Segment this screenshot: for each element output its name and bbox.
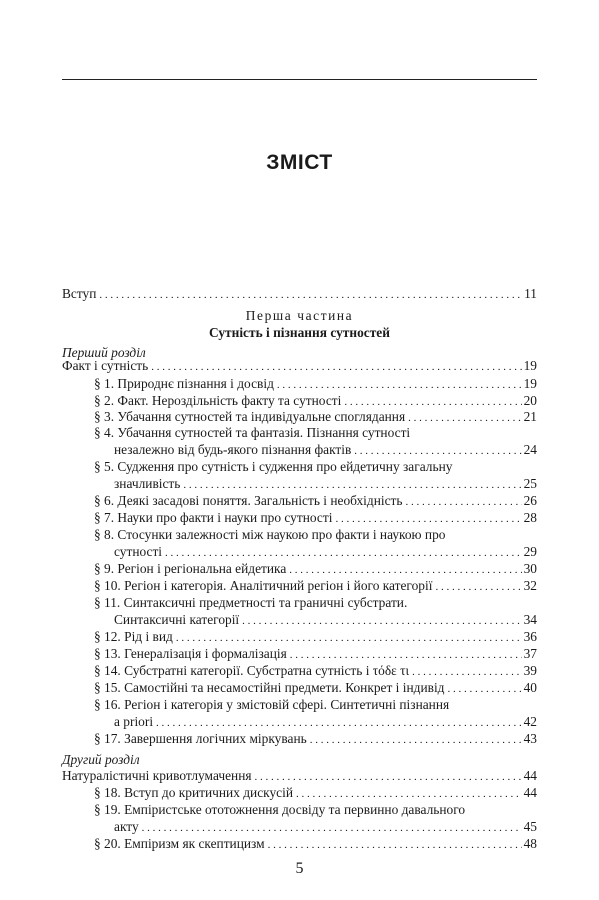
toc-entry-page: 32 [523, 578, 537, 593]
toc-entry-page: 40 [523, 680, 537, 695]
toc-entry[interactable] [94, 375, 537, 392]
toc-entry-label: § 6. Деякі засадові поняття. Загальність і необхідність [94, 493, 403, 508]
toc-entry[interactable] [114, 611, 537, 628]
toc-entry-label: § 12. Рід і вид [94, 629, 173, 644]
toc-entry-page: 48 [523, 836, 537, 851]
toc-entry-label: a priori [114, 714, 154, 729]
toc-entry-label: § 15. Самостійні та несамостійні предмети. Конкрет і індивід [94, 680, 445, 695]
toc-entry-label: Синтаксичні категорії [114, 612, 240, 627]
dot-leader [435, 577, 521, 596]
toc-entry[interactable] [94, 577, 537, 594]
toc-entry-page: 24 [523, 442, 537, 457]
toc-entry-label: § 14. Субстратні категорії. Субстратна сутність і τόδε τι [94, 663, 410, 678]
toc-entry-page: 42 [523, 714, 537, 729]
toc-entry-chapter-1[interactable] [62, 357, 537, 374]
toc-entry-page: 43 [523, 731, 537, 746]
toc-entry-label[interactable]: § 11. Синтаксичні предметності та граничні субстрати. [94, 595, 408, 610]
toc-entry[interactable] [114, 818, 537, 835]
toc-entry-page: 45 [523, 819, 537, 834]
toc-entry[interactable] [94, 492, 537, 509]
toc-entry-page: 44 [523, 785, 537, 800]
toc-entry-label: акту [114, 819, 139, 834]
toc-entry-page: 25 [523, 476, 537, 491]
toc-entry-label: значливість [114, 476, 181, 491]
toc-entry[interactable] [94, 628, 537, 645]
toc-entry-page: 34 [523, 612, 537, 627]
toc-entry-label: незалежно від будь-якого пізнання фактів [114, 442, 352, 457]
toc-entry-label: § 17. Завершення логічних міркувань [94, 731, 307, 746]
top-rule [62, 79, 537, 80]
dot-leader [310, 730, 522, 749]
dot-leader [268, 835, 522, 854]
page-number: 5 [295, 860, 304, 877]
toc-entry-page: 36 [523, 629, 537, 644]
toc-entry[interactable] [94, 645, 537, 662]
toc-entry-label: Факт і сутність [62, 358, 149, 373]
toc-entry-label: § 1. Природнє пізнання і досвід [94, 376, 274, 391]
toc-entry-page: 29 [523, 544, 537, 559]
part-title: Сутність і пізнання сутностей [209, 325, 390, 340]
toc-entry-page: 26 [523, 493, 537, 508]
toc-entry-page: 21 [523, 409, 537, 424]
toc-entry[interactable] [94, 509, 537, 526]
toc-entry-label: § 20. Емпіризм як скептицизм [94, 836, 265, 851]
toc-entry[interactable] [94, 408, 537, 425]
section-label: Другий розділ [62, 752, 140, 767]
toc-entry-label: § 13. Генералізація і формалізація [94, 646, 287, 661]
toc-entry-label: § 2. Факт. Нероздільність факту та сутності [94, 393, 342, 408]
dot-leader [408, 408, 521, 427]
toc-entry-page: 44 [523, 768, 537, 783]
toc-entry[interactable] [94, 662, 537, 679]
toc-entry-page: 37 [523, 646, 537, 661]
toc-entry-page: 28 [523, 510, 537, 525]
toc-entry-label[interactable]: § 19. Емпіристське ототожнення досвіду та первинно давального [94, 802, 466, 817]
toc-entry[interactable] [114, 475, 537, 492]
toc-entry-label[interactable]: § 4. Убачання сутностей та фантазія. Пізнання сутності [94, 425, 411, 440]
toc-entry-label[interactable]: § 8. Стосунки залежності між наукою про факти і наукою про [94, 527, 446, 542]
toc-entry-label: § 3. Убачання сутностей та індивідуальне споглядання [94, 409, 406, 424]
toc-entry-label: § 7. Науки про факти і науки про сутності [94, 510, 333, 525]
toc-entry-label: § 18. Вступ до критичних дискусій [94, 785, 294, 800]
toc-entry[interactable] [114, 441, 537, 458]
toc-entry-page: 30 [523, 561, 537, 576]
toc-entry-label: Натуралістичні кривотлумачення [62, 768, 252, 783]
toc-entry-page: 20 [523, 393, 537, 408]
toc-entry-page: 39 [523, 663, 537, 678]
toc-entry-label: Вступ [62, 286, 97, 301]
toc-entry-chapter-2[interactable] [62, 767, 537, 784]
toc-entry-page: 11 [524, 286, 537, 301]
page-title: ЗМІСТ [266, 151, 333, 174]
dot-leader [447, 679, 521, 698]
dot-leader [151, 357, 521, 376]
dot-leader [99, 285, 522, 304]
toc-entry[interactable] [94, 730, 537, 747]
part-label: Перша частина [245, 308, 354, 323]
toc-entry[interactable] [114, 713, 537, 730]
toc-entry-label[interactable]: § 16. Регіон і категорія у змістовій сфері. Синтетичні пізнання [94, 697, 450, 712]
toc-entry-page: 19 [523, 376, 537, 391]
toc-entry-intro[interactable] [62, 285, 537, 302]
toc-entry[interactable] [94, 679, 537, 696]
toc-entry-label: § 9. Регіон і регіональна ейдетика [94, 561, 287, 576]
toc-entry-label[interactable]: § 5. Судження про сутність і судження про ейдетичну загальну [94, 459, 453, 474]
section-label: Перший розділ [62, 345, 146, 360]
toc-entry-page: 19 [523, 358, 537, 373]
toc-entry-label: сутності [114, 544, 163, 559]
toc-entry[interactable] [94, 560, 537, 577]
toc-entry[interactable] [94, 392, 537, 409]
toc-entry[interactable] [114, 543, 537, 560]
toc-entry[interactable] [94, 835, 537, 852]
toc-entry[interactable] [94, 784, 537, 801]
toc-entry-label: § 10. Регіон і категорія. Аналітичний регіон і його категорії [94, 578, 433, 593]
